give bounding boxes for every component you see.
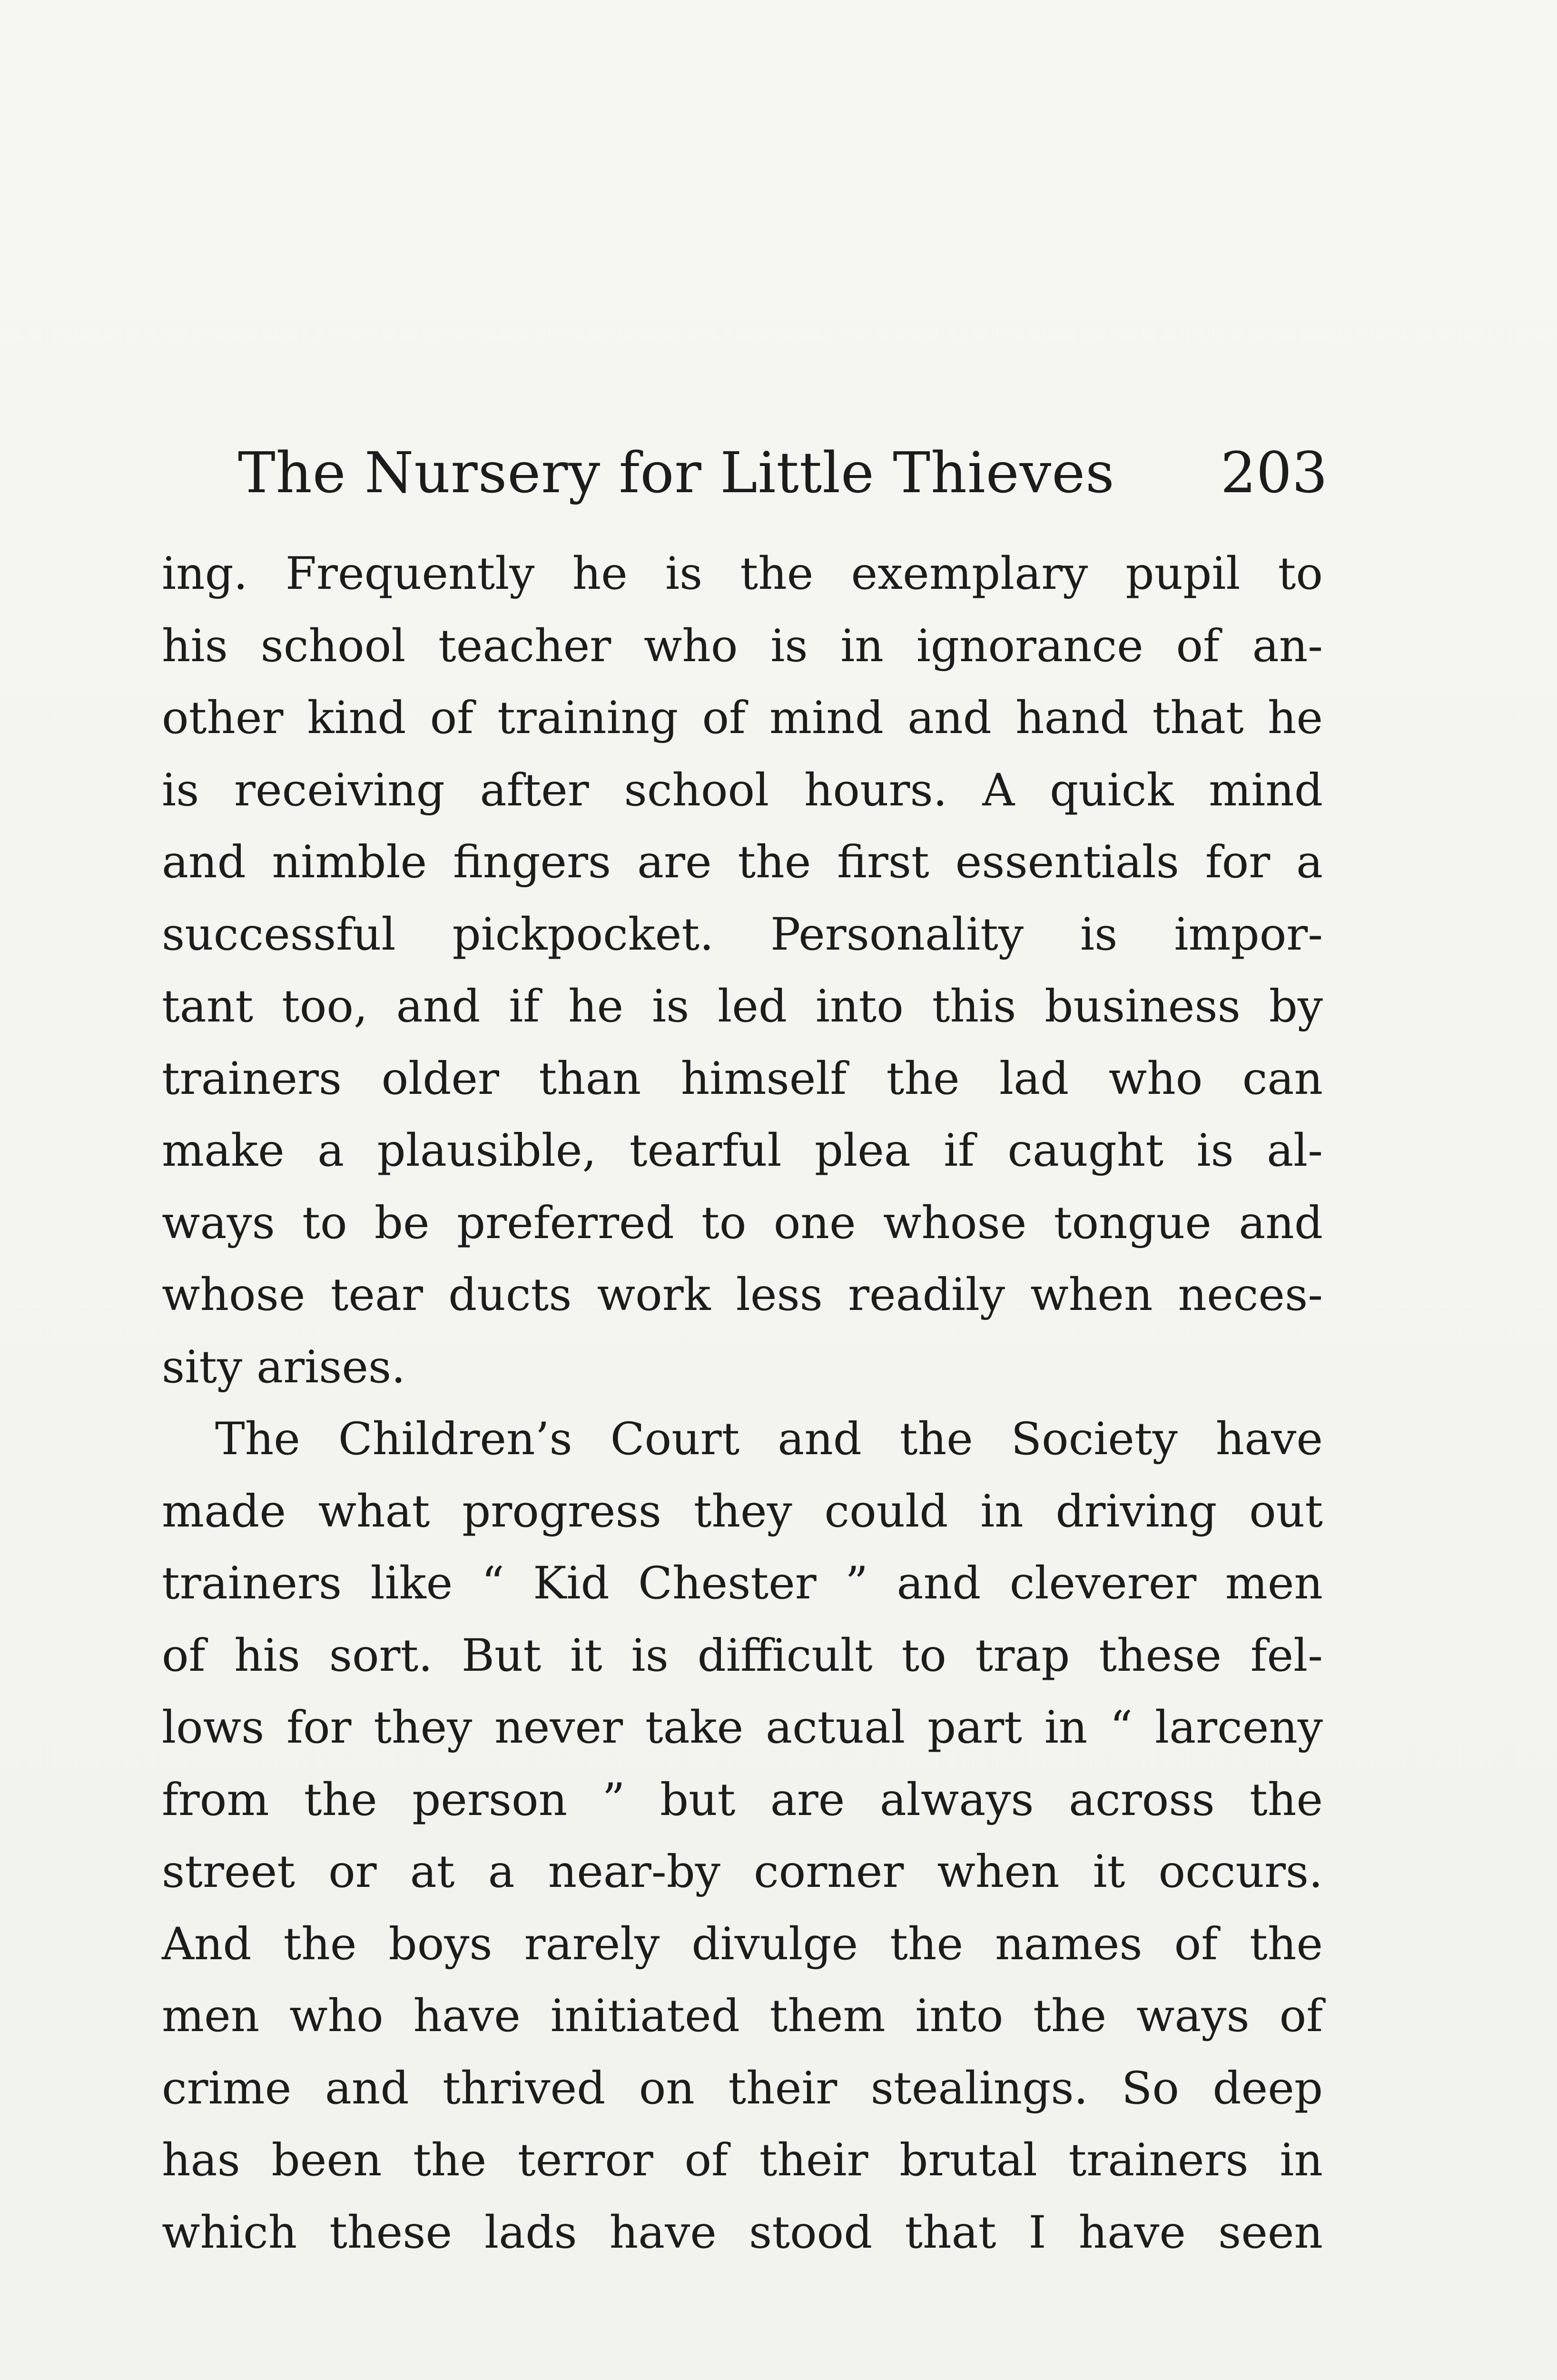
body-text [162,538,1323,2269]
text-line: And the boys rarely divulge the names of the [162,1918,1323,1970]
text-line: make a plausible, tearful plea if caught is al- [162,1125,1323,1177]
text-line: crime and thrived on their stealings. So deep [162,2062,1323,2114]
text-line: whose tear ducts work less readily when neces- [162,1269,1323,1321]
text-line: of his sort. But it is difficult to trap these fel- [162,1629,1323,1682]
text-line: and nimble fingers are the first essentials for a [162,836,1323,888]
text-line: from the person ” but are always across the [162,1774,1323,1826]
text-line: successful pickpocket. Personality is impor- [162,908,1323,961]
text-line: trainers older than himself the lad who can [162,1052,1323,1105]
text-line: made what progress they could in driving out [162,1485,1323,1537]
running-head [238,437,1328,508]
text-line: is receiving after school hours. A quick mind [162,764,1323,816]
text-line: ways to be preferred to one whose tongue and [162,1197,1323,1249]
text-line: lows for they never take actual part in “ larceny [162,1702,1323,1754]
text-line: has been the terror of their brutal trainers in [162,2134,1323,2186]
text-line: tant too, and if he is led into this business by [162,981,1323,1032]
paragraph-last-line: sity arises. [162,1341,406,1393]
running-title: The Nursery for Little Thieves [238,440,1115,506]
text-line: trainers like “ Kid Chester ” and cleverer men [162,1557,1323,1609]
text-line: street or at a near-by corner when it occurs. [162,1846,1323,1898]
text-line: his school teacher who is in ignorance of an- [162,620,1323,672]
text-line: men who have initiated them into the ways of [162,1990,1323,2042]
paragraph-first-line: The Children’s Court and the Society have [215,1413,1323,1465]
text-line: other kind of training of mind and hand that he [162,692,1323,744]
page-number: 203 [1220,440,1328,506]
text-line: which these lads have stood that I have seen [162,2206,1323,2259]
text-line: ing. Frequently he is the exemplary pupil to [162,548,1323,600]
